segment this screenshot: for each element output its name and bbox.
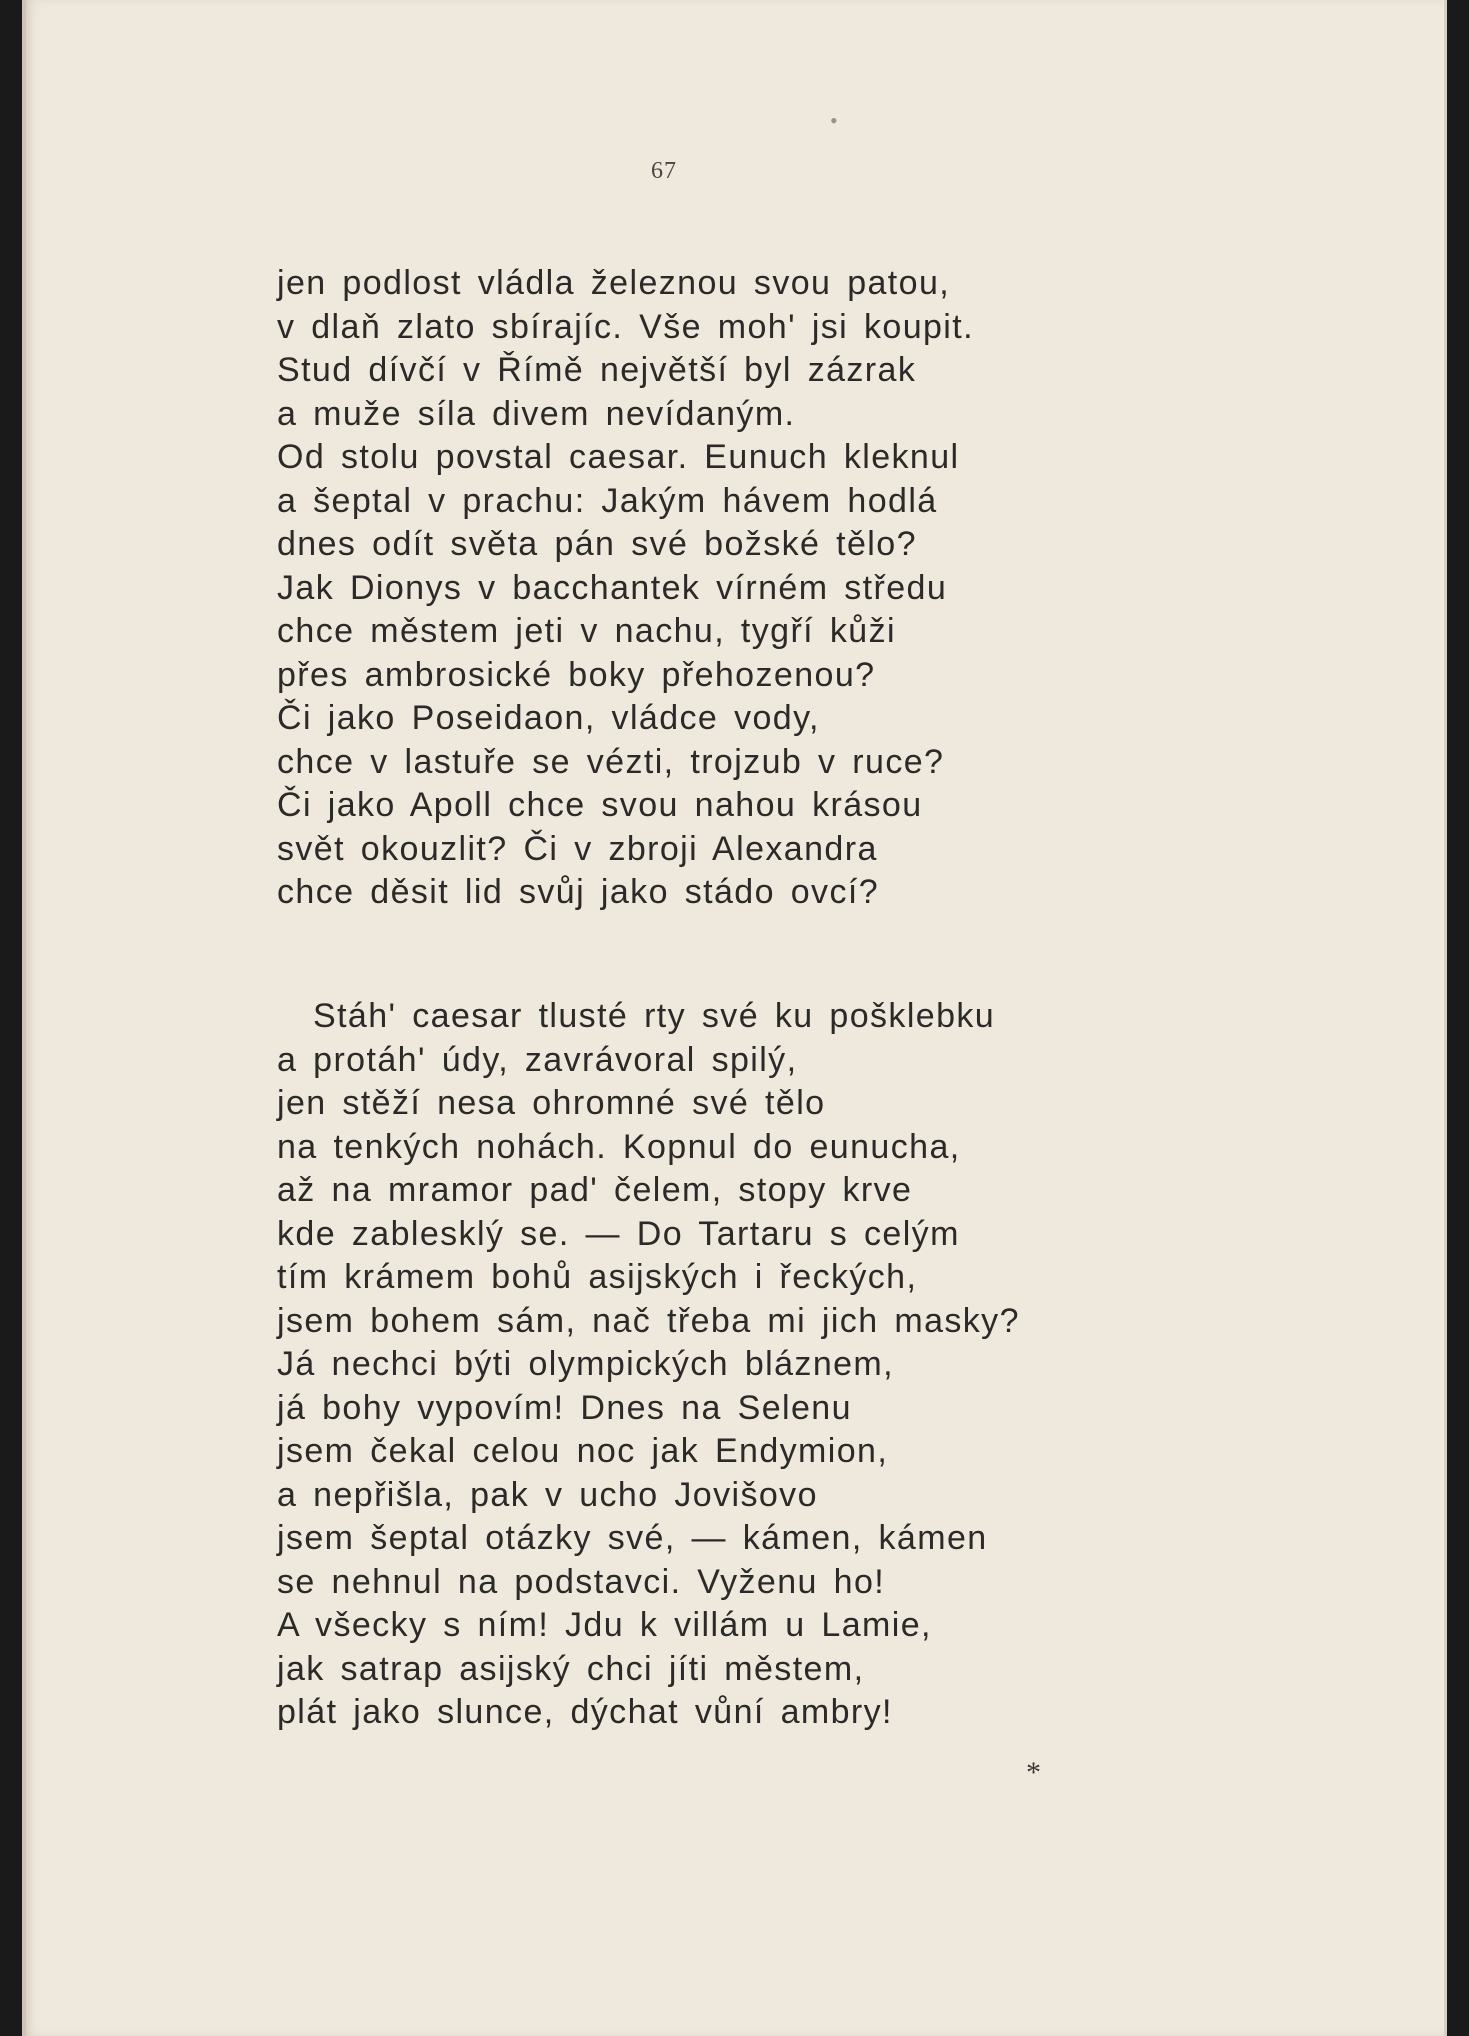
- verse-line: já bohy vypovím! Dnes na Selenu: [277, 1388, 852, 1427]
- verse-line: svět okouzlit? Či v zbroji Alexandra: [277, 829, 878, 868]
- stanza-1: [277, 262, 1157, 915]
- verse-line: chce městem jeti v nachu, tygří kůži: [277, 612, 896, 650]
- verse-line: tím krámem bohů asijských i řeckých,: [277, 1258, 918, 1296]
- page-gutter: [22, 0, 26, 2036]
- verse-line: a muže síla divem nevídaným.: [277, 394, 796, 433]
- verse-line: jsem bohem sám, nač třeba mi jich masky?: [277, 1301, 1020, 1340]
- verse-line: jsem čekal celou noc jak Endymion,: [277, 1432, 889, 1470]
- verse-line: dnes odít světa pán své božské tělo?: [277, 525, 917, 563]
- verse-line: A všecky s ním! Jdu k villám u Lamie,: [277, 1606, 932, 1644]
- verse-line: chce v lastuře se vézti, trojzub v ruce?: [277, 742, 945, 781]
- verse-line: a šeptal v prachu: Jakým hávem hodlá: [277, 481, 938, 520]
- verse-line: Stud dívčí v Římě největší byl zázrak: [277, 351, 917, 389]
- verse-line: Či jako Poseidaon, vládce vody,: [277, 699, 820, 737]
- verse-line: plát jako slunce, dýchat vůní ambry!: [277, 1693, 893, 1731]
- verse-line: jen stěží nesa ohromné své tělo: [277, 1084, 826, 1122]
- verse-line: v dlaň zlato sbírajíc. Vše moh' jsi koupit.: [277, 307, 974, 346]
- printer-dot-mark: •: [830, 108, 838, 133]
- verse-line: chce děsit lid svůj jako stádo ovcí?: [277, 873, 880, 911]
- section-asterisk-mark: *: [1026, 1756, 1041, 1789]
- verse-line-indented: Stáh' caesar tlusté rty své ku pošklebku: [313, 997, 996, 1035]
- verse-line: se nehnul na podstavci. Vyženu ho!: [277, 1562, 886, 1601]
- verse-line: a protáh' údy, zavrávoral spilý,: [277, 1040, 798, 1079]
- verse-line: Či jako Apoll chce svou nahou krásou: [277, 786, 923, 824]
- verse-line: Já nechci býti olympických bláznem,: [277, 1345, 895, 1383]
- verse-line: jak satrap asijský chci jíti městem,: [277, 1649, 865, 1688]
- verse-line: na tenkých nohách. Kopnul do eunucha,: [277, 1127, 961, 1166]
- verse-line: jsem šeptal otázky své, — kámen, kámen: [277, 1519, 988, 1557]
- verse-line: až na mramor pad' čelem, stopy krve: [277, 1171, 913, 1209]
- verse-line: jen podlost vládla železnou svou patou,: [277, 264, 951, 302]
- stanza-2: [277, 995, 1157, 1735]
- verse-line: kde zablesklý se. — Do Tartaru s celým: [277, 1214, 960, 1253]
- verse-line: Od stolu povstal caesar. Eunuch kleknul: [277, 438, 960, 476]
- verse-line: přes ambrosické boky přehozenou?: [277, 655, 876, 694]
- page-edge: [1444, 0, 1447, 2036]
- verse-line: Jak Dionys v bacchantek vírném středu: [277, 568, 948, 607]
- page-number: 67: [651, 158, 677, 184]
- book-page: [22, 0, 1447, 2036]
- verse-line: a nepřišla, pak v ucho Jovišovo: [277, 1475, 818, 1514]
